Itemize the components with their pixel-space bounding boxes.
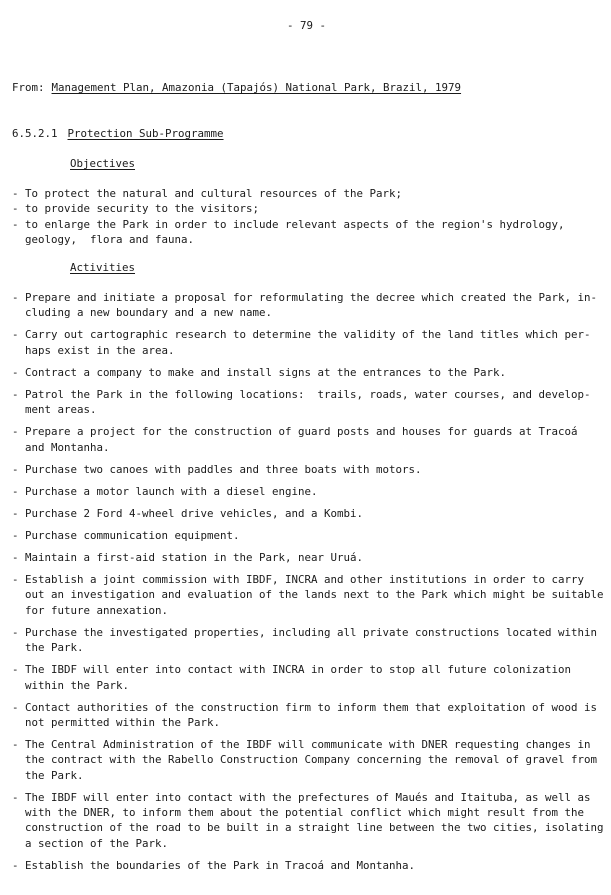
item-line: The IBDF will enter into contact with the prefectures of Maués and Itaituba, as well as xyxy=(25,790,591,804)
item-text xyxy=(25,290,597,321)
section-heading xyxy=(12,127,224,140)
bullet-dash: - xyxy=(12,187,19,200)
item-line: The IBDF will enter into contact with INCRA in order to stop all future colonization xyxy=(25,663,572,677)
source-label: From: xyxy=(12,81,45,94)
item-text xyxy=(25,625,597,656)
item-line: Purchase a motor launch with a diesel engine. xyxy=(25,484,318,498)
item-line: haps exist in the area. xyxy=(25,343,175,357)
item-line: Establish a joint commission with IBDF, INCRA and other institutions in order to carry xyxy=(25,573,585,587)
item-text xyxy=(25,550,363,565)
section-number: 6.5.2.1 xyxy=(12,127,58,140)
item-text xyxy=(25,506,363,521)
bullet-dash: - xyxy=(12,462,19,476)
item-text xyxy=(25,700,597,731)
objectives-heading: Objectives xyxy=(70,157,136,170)
activities-item xyxy=(12,790,604,851)
activities-item xyxy=(12,737,604,783)
item-line: the contract with the Rabello Construction Company concerning the removal of gravel from xyxy=(25,753,598,767)
item-line: Establish the boundaries of the Park in Tracoá and Montanha. xyxy=(25,858,416,872)
bullet-dash: - xyxy=(12,573,19,587)
item-line: the Park. xyxy=(25,641,84,655)
item-line: ment areas. xyxy=(25,403,97,417)
item-line: Contract a company to make and install signs at the entrances to the Park. xyxy=(25,365,507,379)
item-text xyxy=(25,528,240,543)
item-line: the Park. xyxy=(25,768,84,782)
source-citation xyxy=(12,81,461,94)
item-line: construction of the road to be built in a straight line between the two cities, isolating xyxy=(25,821,604,835)
item-text xyxy=(25,572,604,618)
item-text xyxy=(25,217,565,248)
bullet-dash: - xyxy=(12,700,19,714)
item-line: to enlarge the Park in order to include relevant aspects of the region's hydrology, xyxy=(25,217,565,231)
activities-heading: Activities xyxy=(70,261,136,274)
item-text xyxy=(25,484,318,499)
activities-item xyxy=(12,484,604,499)
activities-item xyxy=(12,365,604,380)
item-line: Purchase the investigated properties, including all private constructions located within xyxy=(25,625,598,639)
activities-item xyxy=(12,572,604,618)
bullet-dash: - xyxy=(12,858,19,872)
item-text xyxy=(25,662,571,693)
page-number: - 79 - xyxy=(287,19,327,32)
activities-item xyxy=(12,424,604,455)
item-line: Purchase two canoes with paddles and three boats with motors. xyxy=(25,462,422,476)
activities-item xyxy=(12,700,604,731)
item-line: not permitted within the Park. xyxy=(25,715,221,729)
activities-item xyxy=(12,528,604,543)
bullet-dash: - xyxy=(12,663,19,677)
activities-item xyxy=(12,290,604,321)
bullet-dash: - xyxy=(12,625,19,639)
source-title: Management Plan, Amazonia (Tapajós) National Park, Brazil, 1979 xyxy=(51,81,462,94)
bullet-dash: - xyxy=(12,737,19,751)
activities-item xyxy=(12,462,604,477)
item-text xyxy=(25,387,591,418)
item-line: and Montanha. xyxy=(25,440,110,454)
item-line: Maintain a first-aid station in the Park, near Uruá. xyxy=(25,551,364,565)
activities-item xyxy=(12,858,604,873)
activities-item xyxy=(12,327,604,358)
item-text xyxy=(25,462,422,477)
activities-item xyxy=(12,625,604,656)
activities-item xyxy=(12,387,604,418)
item-text xyxy=(25,201,259,216)
item-line: Prepare a project for the construction of guard posts and houses for guards at Tracoá xyxy=(25,425,578,439)
objectives-item xyxy=(12,201,565,216)
bullet-dash: - xyxy=(12,484,19,498)
item-text xyxy=(25,365,506,380)
bullet-dash: - xyxy=(12,291,19,304)
item-line: Purchase 2 Ford 4-wheel drive vehicles, and a Kombi. xyxy=(25,506,364,520)
section-title: Protection Sub-Programme xyxy=(67,127,224,140)
bullet-dash: - xyxy=(12,217,19,231)
item-line: Contact authorities of the construction firm to inform them that exploitation of wood is xyxy=(25,700,598,714)
item-line: The Central Administration of the IBDF will communicate with DNER requesting changes in xyxy=(25,737,591,751)
bullet-dash: - xyxy=(12,202,19,216)
item-line: cluding a new boundary and a new name. xyxy=(25,306,273,320)
item-line: a section of the Park. xyxy=(25,836,169,850)
item-text xyxy=(25,790,604,851)
item-line: to provide security to the visitors; xyxy=(25,202,260,216)
item-text xyxy=(25,186,402,201)
item-line: within the Park. xyxy=(25,678,130,692)
item-line: Carry out cartographic research to determine the validity of the land titles which per- xyxy=(25,328,591,342)
item-line: Purchase communication equipment. xyxy=(25,528,240,542)
bullet-dash: - xyxy=(12,506,19,520)
item-line: geology, flora and fauna. xyxy=(25,232,195,246)
item-line: with the DNER, to inform them about the potential conflict which might result from the xyxy=(25,805,585,819)
bullet-dash: - xyxy=(12,365,19,379)
item-text xyxy=(25,327,591,358)
activities-item xyxy=(12,662,604,693)
item-text xyxy=(25,424,578,455)
item-text xyxy=(25,737,597,783)
bullet-dash: - xyxy=(12,790,19,804)
objectives-list xyxy=(12,186,565,247)
bullet-dash: - xyxy=(12,528,19,542)
activities-item xyxy=(12,506,604,521)
objectives-item xyxy=(12,186,565,201)
item-line: Prepare and initiate a proposal for reformulating the decree which created the Park, in- xyxy=(25,291,598,304)
activities-item xyxy=(12,550,604,565)
item-line: Patrol the Park in the following locations: trails, roads, water courses, and develop- xyxy=(25,387,591,401)
objectives-item xyxy=(12,217,565,248)
item-line: for future annexation. xyxy=(25,603,169,617)
bullet-dash: - xyxy=(12,551,19,565)
item-line: out an investigation and evaluation of the lands next to the Park which might be suitable xyxy=(25,588,604,602)
bullet-dash: - xyxy=(12,425,19,439)
bullet-dash: - xyxy=(12,328,19,342)
activities-list xyxy=(12,290,604,880)
bullet-dash: - xyxy=(12,387,19,401)
item-text xyxy=(25,858,415,873)
item-line: To protect the natural and cultural resources of the Park; xyxy=(25,187,403,200)
